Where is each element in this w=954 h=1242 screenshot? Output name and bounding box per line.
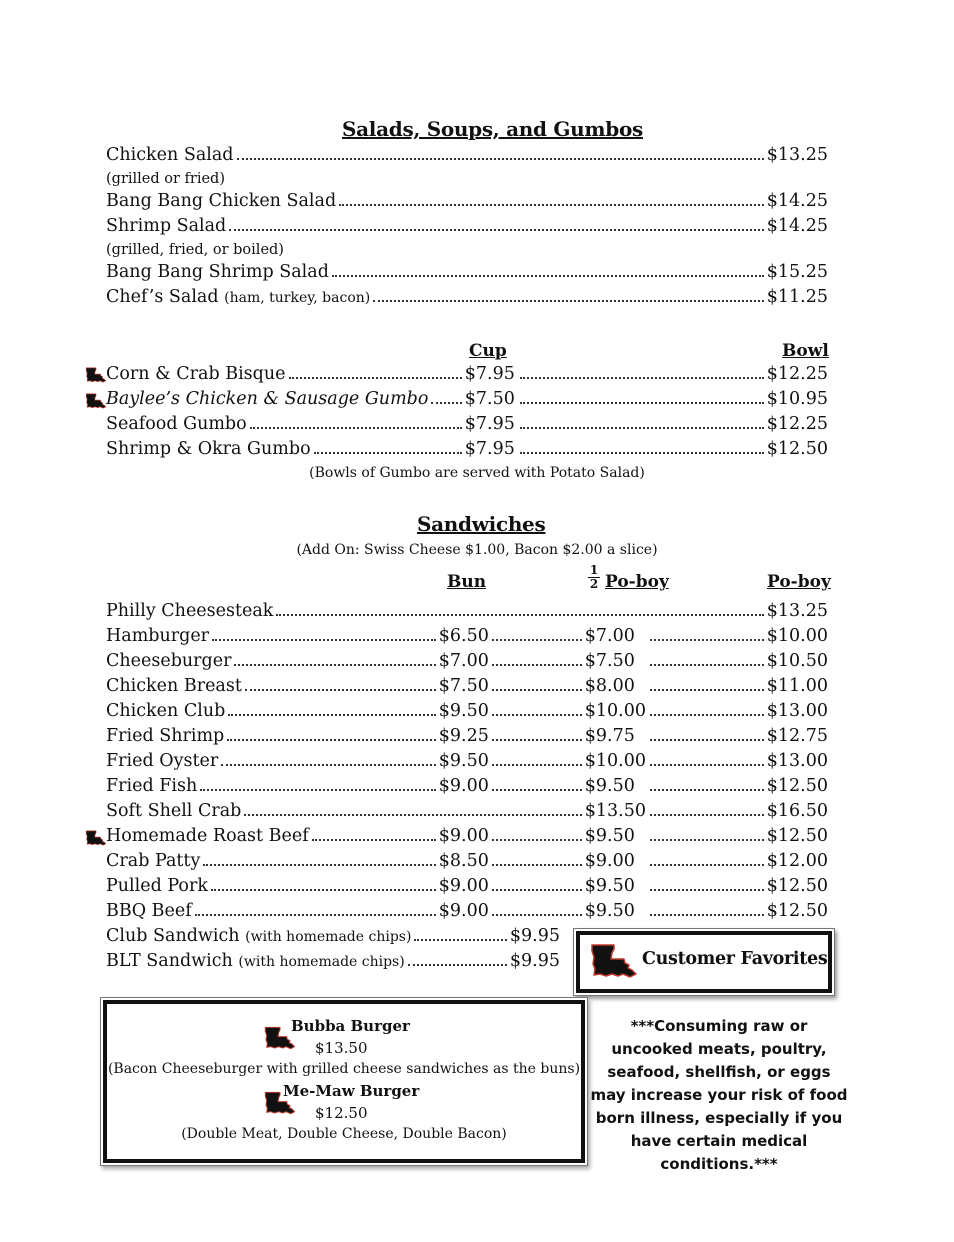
item-name: Cheeseburger [106,651,232,671]
half-poboy-price: $7.00 [584,626,635,646]
leader-dots [650,664,764,666]
bun-price: $9.00 [438,876,489,896]
fraction-denominator: 2 [589,577,599,591]
menu-row [106,826,828,850]
leader-dots [234,664,435,666]
item-price: $15.25 [766,262,828,282]
half-poboy-price: $10.00 [584,751,646,771]
item-name: Fried Shrimp [106,726,225,746]
poboy-price: $11.00 [766,676,828,696]
half-poboy-price: $13.50 [584,801,646,821]
memaw-burger-price: $12.50 [315,1104,368,1122]
menu-row [106,901,828,925]
leader-dots [221,764,436,766]
leader-dots [492,764,582,766]
item-note: (grilled or fried) [106,171,225,187]
bun-price: $9.25 [438,726,489,746]
bun-price: $7.50 [438,676,489,696]
leader-dots [492,914,582,916]
leader-dots [332,275,764,277]
leader-dots [289,377,462,379]
item-name: Seafood Gumbo [106,414,247,434]
menu-row [106,439,828,463]
poboy-price: $13.00 [766,751,828,771]
half-poboy-column-header: Po-boy [605,572,669,592]
item-name: Crab Patty [106,851,201,871]
item-name: Fried Fish [106,776,198,796]
item-note: (with homemade chips) [238,954,405,970]
poboy-price: $13.00 [766,701,828,721]
menu-row [106,191,828,215]
half-poboy-price: $9.75 [584,726,635,746]
item-name: Club Sandwich (with homemade chips) [106,926,412,946]
poboy-price: $12.50 [766,901,828,921]
half-poboy-price: $9.50 [584,776,635,796]
poboy-price: $13.25 [766,601,828,621]
louisiana-icon [85,393,107,409]
leader-dots [520,402,764,404]
leader-dots [650,639,764,641]
salads-heading: Salads, Soups, and Gumbos [342,117,643,141]
memaw-burger-description: (Double Meat, Double Cheese, Double Bacon) [181,1126,507,1142]
menu-row [106,287,828,311]
fraction-numerator: 1 [589,563,599,577]
item-name: Fried Oyster [106,751,219,771]
poboy-price: $12.50 [766,826,828,846]
menu-row [106,262,828,286]
menu-row [106,726,828,750]
half-poboy-price: $10.00 [584,701,646,721]
leader-dots [520,377,764,379]
specialty-burgers-box [103,1000,585,1163]
poboy-price: $16.50 [766,801,828,821]
item-note: (ham, turkey, bacon) [224,290,371,306]
item-name: Chicken Salad [106,145,234,165]
menu-row [106,876,828,900]
poboy-price: $12.00 [766,851,828,871]
leader-dots [245,689,436,691]
leader-dots [414,939,506,941]
half-poboy-price: $9.50 [584,826,635,846]
menu-row [106,926,560,950]
bun-price: $9.00 [438,901,489,921]
leader-dots [650,839,764,841]
bowl-price: $12.25 [766,414,828,434]
bun-price: $8.50 [438,851,489,871]
leader-dots [650,814,764,816]
leader-dots [492,889,582,891]
item-price: $11.25 [766,287,828,307]
customer-favorites-label: Customer Favorites [642,949,828,969]
cup-price: $7.95 [464,439,515,459]
leader-dots [228,714,435,716]
item-name: Chicken Club [106,701,226,721]
menu-row [106,801,828,825]
leader-dots [250,427,462,429]
menu-row [106,851,828,875]
leader-dots [195,914,436,916]
addon-note: (Add On: Swiss Cheese $1.00, Bacon $2.00 a slice) [296,542,658,558]
item-name: Corn & Crab Bisque [106,364,286,384]
item-name: BLT Sandwich (with homemade chips) [106,951,405,971]
leader-dots [492,714,582,716]
bubba-burger-name: Bubba Burger [291,1017,410,1035]
bowl-price: $12.50 [766,439,828,459]
sandwiches-heading: Sandwiches [417,512,546,536]
leader-dots [650,689,764,691]
leader-dots [650,889,764,891]
item-name: Bang Bang Chicken Salad [106,191,337,211]
item-price: $14.25 [766,191,828,211]
menu-row [106,414,828,438]
bun-price: $7.00 [438,651,489,671]
bowl-price: $12.25 [766,364,828,384]
half-poboy-price: $8.00 [584,676,635,696]
leader-dots [492,664,582,666]
leader-dots [211,889,436,891]
item-name: Hamburger [106,626,210,646]
cup-column-header: Cup [469,341,507,361]
gumbo-note: (Bowls of Gumbo are served with Potato Salad) [309,465,645,481]
bubba-burger-price: $13.50 [315,1039,368,1057]
poboy-price: $10.50 [766,651,828,671]
leader-dots [650,789,764,791]
item-price: $9.95 [509,951,560,971]
half-poboy-price: $7.50 [584,651,635,671]
leader-dots [314,452,462,454]
leader-dots [408,964,507,966]
louisiana-icon [85,367,107,383]
poboy-price: $10.00 [766,626,828,646]
poboy-price: $12.75 [766,726,828,746]
menu-row [106,626,828,650]
item-name: Baylee’s Chicken & Sausage Gumbo [106,389,429,409]
item-price: $14.25 [766,216,828,236]
leader-dots [431,402,461,404]
cup-price: $7.50 [464,389,515,409]
bun-column-header: Bun [447,572,487,592]
leader-dots [650,914,764,916]
item-name: Chef’s Salad (ham, turkey, bacon) [106,287,371,307]
item-name: Shrimp Salad [106,216,227,236]
cup-price: $7.95 [464,364,515,384]
half-poboy-price: $9.50 [584,876,635,896]
poboy-column-header: Po-boy [767,572,831,592]
leader-dots [650,764,764,766]
leader-dots [244,814,581,816]
leader-dots [492,864,582,866]
item-note: (with homemade chips) [245,929,412,945]
menu-row [106,364,828,388]
item-price: $9.95 [509,926,560,946]
memaw-burger-name: Me-Maw Burger [283,1082,420,1100]
louisiana-icon [590,943,638,979]
leader-dots [312,839,436,841]
leader-dots [229,229,764,231]
leader-dots [200,789,436,791]
half-poboy-price: $9.50 [584,901,635,921]
bowl-column-header: Bowl [782,341,829,361]
bowl-price: $10.95 [766,389,828,409]
poboy-price: $12.50 [766,776,828,796]
item-name: Bang Bang Shrimp Salad [106,262,329,282]
menu-row [106,751,828,775]
leader-dots [520,452,764,454]
leader-dots [373,300,764,302]
cup-price: $7.95 [464,414,515,434]
item-name: Homemade Roast Beef [106,826,309,846]
menu-row [106,676,828,700]
leader-dots [227,739,436,741]
half-fraction [588,564,600,591]
item-name: Shrimp & Okra Gumbo [106,439,311,459]
bubba-burger-description: (Bacon Cheeseburger with grilled cheese sandwiches as the buns) [107,1061,581,1077]
leader-dots [650,864,764,866]
bun-price: $9.00 [438,776,489,796]
menu-row [106,389,828,413]
leader-dots [339,204,764,206]
menu-row [106,145,828,169]
menu-row [106,601,828,625]
poboy-price: $12.50 [766,876,828,896]
item-name: Soft Shell Crab [106,801,242,821]
item-name: BBQ Beef [106,901,192,921]
item-name: Philly Cheesesteak [106,601,274,621]
menu-row [106,776,828,800]
leader-dots [276,614,763,616]
item-name: Pulled Pork [106,876,208,896]
customer-favorites-legend [576,931,832,993]
menu-row [106,651,828,675]
menu-row [106,951,560,975]
leader-dots [212,639,436,641]
item-note: (grilled, fried, or boiled) [106,242,284,258]
bun-price: $9.50 [438,751,489,771]
food-safety-warning: ***Consuming raw or uncooked meats, poultry, seafood, shellfish, or eggs may increase your risk of food born illness, especially if you have certain medical conditions.*** [590,1017,848,1173]
leader-dots [492,739,582,741]
leader-dots [492,839,582,841]
bun-price: $6.50 [438,626,489,646]
leader-dots [492,689,582,691]
item-name: Chicken Breast [106,676,242,696]
louisiana-icon [85,830,107,846]
leader-dots [237,158,764,160]
bun-price: $9.00 [438,826,489,846]
bun-price: $9.50 [438,701,489,721]
menu-row [106,701,828,725]
menu-row [106,216,828,240]
half-poboy-price: $9.00 [584,851,635,871]
leader-dots [520,427,764,429]
leader-dots [492,639,582,641]
leader-dots [650,739,764,741]
item-price: $13.25 [766,145,828,165]
leader-dots [203,864,435,866]
leader-dots [492,789,582,791]
leader-dots [650,714,764,716]
